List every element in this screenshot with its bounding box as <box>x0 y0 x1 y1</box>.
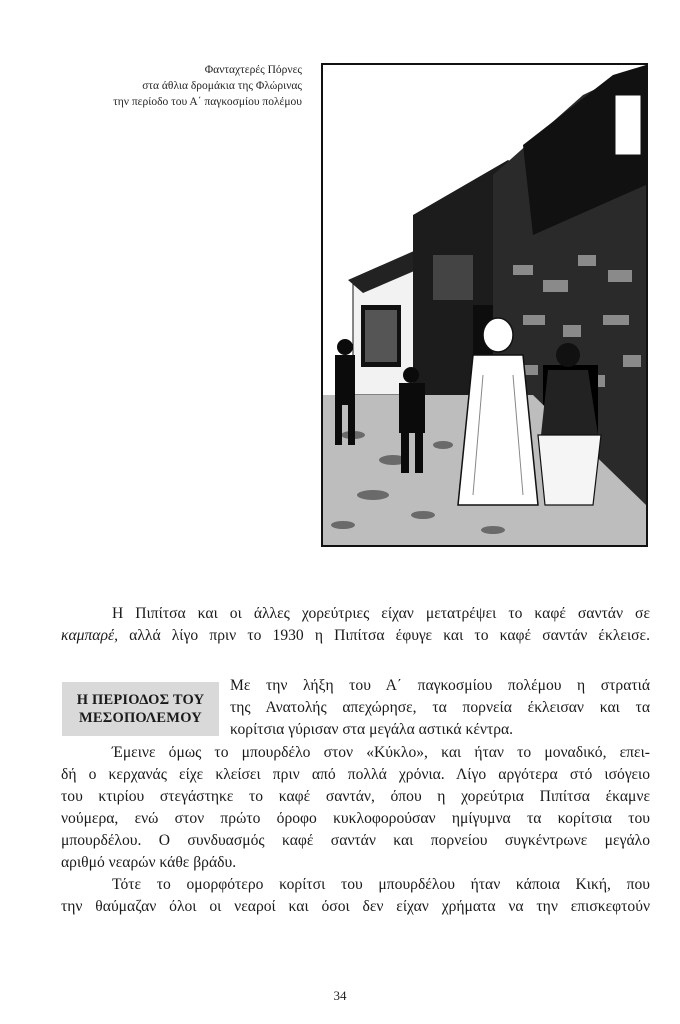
text-line: νούμερα, ενώ στον πρώτο όροφο κυκλοφορούσαν ημίγυμνα τα κορίτσια του <box>61 810 650 827</box>
section-heading-line: Η ΠΕΡΙΟΔΟΣ ΤΟΥ <box>76 692 205 708</box>
italic-term: καμπαρέ, <box>61 627 119 644</box>
page-number: 34 <box>333 988 347 1003</box>
text-line: την θαύμαζαν όλοι οι νεαροί και όσοι δεν είχαν χρήματα να την επισκεφτούν <box>61 898 650 915</box>
caption-line: Φανταχτερές Πόρνες <box>204 64 302 76</box>
paragraph-3 <box>61 742 650 918</box>
text-line: Η Πιπίτσα και οι άλλες χορεύτριες είχαν μετατρέψει το καφέ σαντάν σε <box>112 605 650 622</box>
photo-caption <box>40 62 302 110</box>
text-line: Έμεινε όμως το μπουρδέλο στον «Κύκλο», και ήταν το μοναδικό, επει- <box>112 744 650 761</box>
paragraph-2 <box>230 675 650 741</box>
text-line: δή ο κερχανάς είχε κλείσει πριν από πολλά χρόνια. Λίγο αργότερα στό ισόγειο <box>61 766 650 783</box>
text-line: αριθμό νεαρών κάθε βράδυ. <box>61 854 237 871</box>
text-line: Τότε το ομορφότερο κορίτσι του μπουρδέλου ήταν κάποια Κική, που <box>112 876 650 893</box>
text-line <box>61 625 650 647</box>
text-line: του κτιρίου στεγάστηκε το καφέ σαντάν, όπου η χορεύτρια Πιπίτσα έκαμνε <box>61 788 650 805</box>
text-line: της Ανατολής απεχώρησε, τα πορνεία έκλεισαν και τα <box>230 699 650 716</box>
text-line: κορίτσια γύρισαν στα μεγάλα αστικά κέντρα. <box>230 721 514 738</box>
caption-line: στα άθλια δρομάκια της Φλώρινας <box>142 80 302 92</box>
section-heading <box>62 682 219 736</box>
text-line: μπουρδέλου. Ο συνδυασμός καφέ σαντάν και πορνείου συγκέντρωνε μεγάλο <box>61 832 650 849</box>
photo-illustration <box>323 65 646 545</box>
text-line: Με την λήξη του Α΄ παγκοσμίου πολέμου η στρατιά <box>230 677 650 694</box>
historic-street-photo <box>321 63 648 547</box>
caption-line: την περίοδο του Α΄ παγκοσμίου πολέμου <box>113 96 302 108</box>
section-heading-line: ΜΕΣΟΠΟΛΕΜΟΥ <box>79 710 202 726</box>
text-fragment: αλλά λίγο πριν το 1930 η Πιπίτσα έφυγε και το καφέ σαντάν έκλεισε. <box>118 627 650 644</box>
paragraph-1 <box>61 603 650 647</box>
